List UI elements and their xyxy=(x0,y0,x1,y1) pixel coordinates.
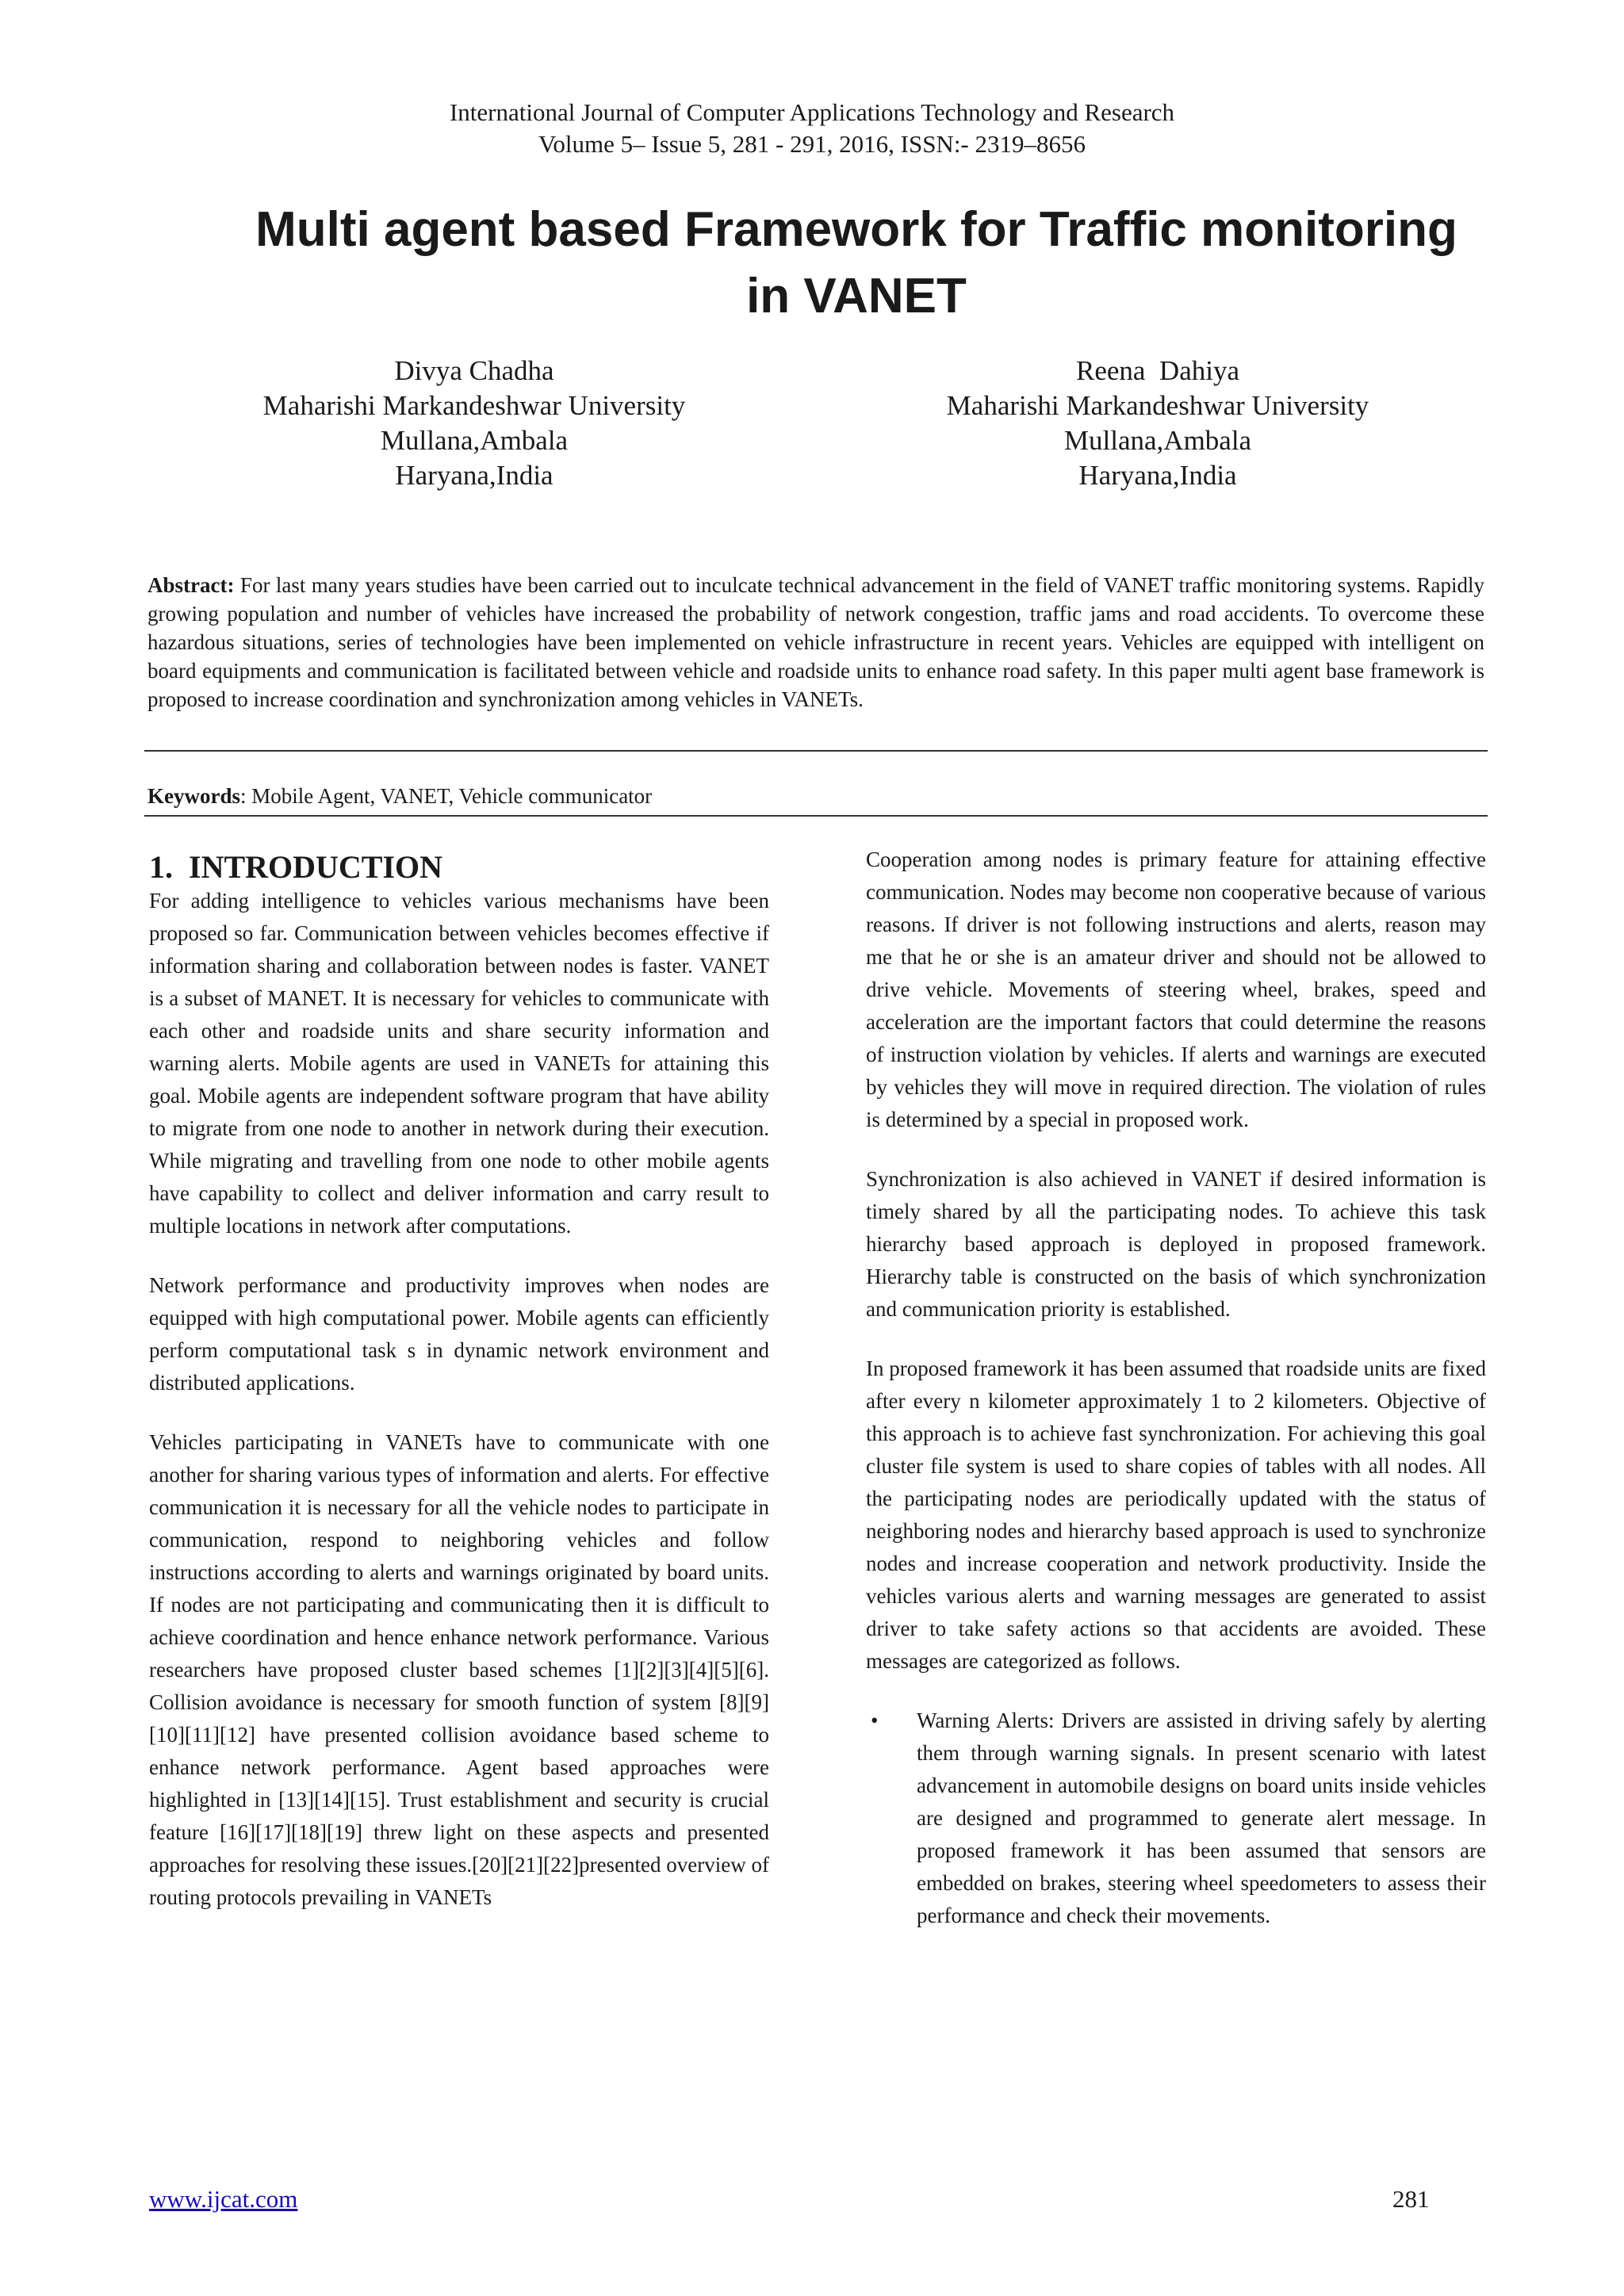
page-number: 281 xyxy=(1392,2185,1430,2213)
author-city: Mullana,Ambala xyxy=(380,425,569,456)
bullet-item xyxy=(866,1705,1486,1932)
title-line-2: in VANET xyxy=(746,269,967,323)
left-column xyxy=(149,850,769,1941)
bullet-icon: • xyxy=(871,1709,879,1732)
bullet-text: Warning Alerts: Drivers are assisted in driving safely by alerting them through warning signals. In present scenario with latest advancement in automobile designs on board units inside vehicles are designed and programmed to generate alert message. In proposed framework it has been assumed that sensors are embedded on brakes, steering wheel speedometers to assess their performance and check their movements. xyxy=(917,1709,1486,1927)
section-heading: 1. INTRODUCTION xyxy=(149,849,443,885)
abstract xyxy=(147,571,1484,714)
paragraph: In proposed framework it has been assumed that roadside units are fixed after every n kilometer approximately 1 to 2 kilometers. Objective of this approach is to achieve fast synchronization. For achieving this goal cluster file system is used to share copies of tables with all nodes. All the participating nodes are periodically updated with the status of neighboring nodes and hierarchy based approach is used to synchronize nodes and increase cooperation and network productivity. Inside the vehicles various alerts and warning messages are generated to assist driver to take safety actions so that accidents are avoided. These messages are categorized as follows. xyxy=(866,1357,1487,1673)
keywords-text: : Mobile Agent, VANET, Vehicle communicator xyxy=(240,784,653,808)
journal-link[interactable]: www.ijcat.com xyxy=(149,2185,298,2213)
author-region: Haryana,India xyxy=(395,460,553,491)
divider xyxy=(144,815,1488,817)
journal-volume: Volume 5– Issue 5, 281 - 291, 2016, ISSN:- 2319–8656 xyxy=(538,130,1086,158)
abstract-text: For last many years studies have been carried out to inculcate technical advancement in the field of VANET traffic monitoring systems. Rapidly growing population and number of vehicles have increased the probability of network congestion, traffic jams and road accidents. To overcome these hazardous situations, series of technologies have been implemented on vehicle infrastructure in recent years. Vehicles are equipped with intelligent on board equipments and communication is facilitated between vehicle and roadside units to enhance road safety. In this paper multi agent base framework is proposed to increase coordination and synchronization among vehicles in VANETs. xyxy=(147,573,1485,711)
paragraph: For adding intelligence to vehicles various mechanisms have been proposed so far. Communication between vehicles becomes effective if information sharing and collaboration between nodes is faster. VANET is a subset of MANET. It is necessary for vehicles to communicate with each other and roadside units and share security information and warning alerts. Mobile agents are used in VANETs for attaining this goal. Mobile agents are independent software program that have ability to migrate from one node to another in network during their execution. While migrating and travelling from one node to other mobile agents have capability to collect and deliver information and carry result to multiple locations in network after computations. xyxy=(149,889,769,1238)
journal-name: International Journal of Computer Applications Technology and Research xyxy=(449,98,1175,126)
keywords-label: Keywords xyxy=(147,784,240,808)
author-name: Reena Dahiya xyxy=(1075,355,1240,386)
title-line-1: Multi agent based Framework for Traffic monitoring xyxy=(255,202,1457,257)
right-column xyxy=(866,844,1486,1932)
author-name: Divya Chadha xyxy=(394,355,554,386)
abstract-label: Abstract: xyxy=(147,573,235,597)
author-region: Haryana,India xyxy=(1078,460,1237,491)
divider xyxy=(144,750,1488,752)
author-affiliation: Maharishi Markandeshwar University xyxy=(262,390,686,421)
paragraph: Synchronization is also achieved in VANET if desired information is timely shared by all the participating nodes. To achieve this task hierarchy based approach is deployed in proposed framework. Hierarchy table is constructed on the basis of which synchronization and communication priority is established. xyxy=(866,1167,1486,1321)
paragraph: Vehicles participating in VANETs have to communicate with one another for sharing various types of information and alerts. For effective communication it is necessary for all the vehicle nodes to participate in communication, respond to neighboring vehicles and follow instructions according to alerts and warnings originated by board units. If nodes are not participating and communicating then it is difficult to achieve coordination and hence enhance network performance. Various researchers have proposed cluster based schemes [1][2][3][4][5][6]. Collision avoidance is necessary for smooth function of system [8][9][10][11][12] have presented collision avoidance based scheme to enhance network performance. Agent based approaches were highlighted in [13][14][15]. Trust establishment and security is crucial feature [16][17][18][19] threw light on these aspects and presented approaches for resolving these issues.[20][21][22]presented overview of routing protocols prevailing in VANETs xyxy=(149,1430,769,1909)
paper-title xyxy=(238,197,1475,330)
author-city: Mullana,Ambala xyxy=(1063,425,1252,456)
author-block-1 xyxy=(197,354,752,493)
keywords xyxy=(147,782,652,810)
author-affiliation: Maharishi Markandeshwar University xyxy=(946,390,1369,421)
paragraph: Cooperation among nodes is primary feature for attaining effective communication. Nodes may become non cooperative because of various reasons. If driver is not following instructions and alerts, reason may me that he or she is an amateur driver and should not be allowed to drive vehicle. Movements of steering wheel, brakes, speed and acceleration are the important factors that could determine the reasons of instruction violation by vehicles. If alerts and warnings are executed by vehicles they will move in required direction. The violation of rules is determined by a special in proposed work. xyxy=(866,848,1486,1131)
paragraph: Network performance and productivity improves when nodes are equipped with high computational power. Mobile agents can efficiently perform computational task s in dynamic network environment and distributed applications. xyxy=(149,1273,769,1395)
journal-header xyxy=(0,97,1624,160)
author-block-2 xyxy=(880,354,1435,493)
